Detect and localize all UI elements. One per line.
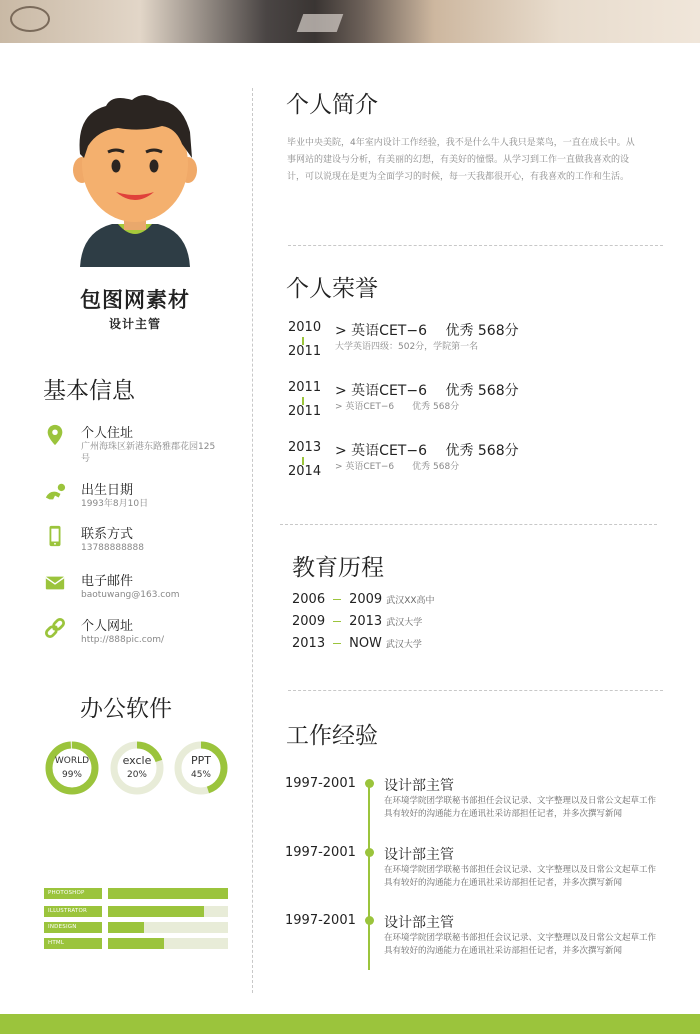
skill-html bbox=[44, 938, 228, 949]
honor-year-start: 2011 bbox=[288, 380, 322, 395]
honor-subtitle: 大学英语四级：502分，学院第一名 bbox=[335, 342, 479, 352]
donut-label: excle bbox=[122, 754, 152, 767]
timeline-dot bbox=[365, 916, 374, 925]
work-description: 在环境学院团学联秘书部担任会议记录、文字整理以及日常公文起草工作具有较好的沟通能力在通讯社采访部担任记者，并多次撰写新闻 bbox=[384, 865, 657, 888]
skill-fill bbox=[108, 922, 144, 933]
honor-year-end: 2014 bbox=[288, 464, 322, 479]
work-description: 在环境学院团学联秘书部担任会议记录、文字整理以及日常公文起草工作具有较好的沟通能力在通讯社采访部担任记者，并多次撰写新闻 bbox=[384, 796, 657, 819]
section-divider bbox=[288, 245, 663, 246]
donut-world bbox=[44, 740, 100, 796]
honor-item bbox=[288, 440, 618, 490]
honor-year-end: 2011 bbox=[288, 404, 322, 419]
skill-fill bbox=[108, 906, 204, 917]
office-heading: 办公软件 bbox=[80, 696, 172, 722]
work-period: 1997-2001 bbox=[285, 776, 356, 791]
edu-school: 武汉大学 bbox=[385, 640, 422, 650]
donut-label: PPT bbox=[191, 754, 211, 767]
edu-school: 武汉大学 bbox=[386, 618, 423, 628]
profile-title: 设计主管 bbox=[108, 317, 161, 331]
mail-icon bbox=[43, 572, 67, 594]
intro-heading: 个人简介 bbox=[286, 92, 378, 118]
honor-subtitle: > 英语CET−6 优秀 568分 bbox=[335, 402, 460, 412]
baby-icon bbox=[43, 481, 67, 503]
info-value: baotuwang@163.com bbox=[81, 590, 180, 600]
work-position: 设计部主管 bbox=[384, 778, 454, 794]
work-item bbox=[285, 913, 665, 973]
timeline-dot bbox=[365, 848, 374, 857]
skill-label: HTML bbox=[44, 938, 102, 949]
info-value: 1993年8月10日 bbox=[81, 499, 149, 509]
info-label: 个人住址 bbox=[81, 426, 134, 441]
edu-dash bbox=[333, 643, 341, 644]
timeline-dot bbox=[365, 779, 374, 788]
column-divider bbox=[252, 88, 253, 993]
skill-track bbox=[108, 888, 228, 899]
info-value: 13788888888 bbox=[81, 543, 144, 553]
paper-shape bbox=[297, 14, 344, 32]
donut-percent: 99% bbox=[61, 770, 82, 780]
honor-title: > 英语CET−6 优秀 568分 bbox=[335, 383, 519, 399]
skill-track bbox=[108, 922, 228, 933]
info-label: 出生日期 bbox=[81, 483, 134, 498]
education-heading: 教育历程 bbox=[292, 555, 384, 581]
donut-percent: 20% bbox=[126, 770, 147, 780]
work-item bbox=[285, 776, 665, 836]
donut-arc bbox=[49, 745, 95, 791]
footer-accent-bar bbox=[0, 1014, 700, 1034]
edu-to: NOW bbox=[349, 636, 382, 651]
info-value: http://888pic.com/ bbox=[81, 635, 165, 645]
honor-year-end: 2011 bbox=[288, 344, 322, 359]
donut-ring bbox=[44, 740, 100, 796]
info-label: 电子邮件 bbox=[81, 574, 134, 589]
skill-label: INDESIGN bbox=[44, 922, 102, 933]
work-heading: 工作经验 bbox=[286, 723, 378, 749]
glasses-shape bbox=[10, 6, 50, 32]
skill-photoshop bbox=[44, 888, 228, 899]
profile-name: 包图网素材 bbox=[80, 288, 190, 312]
education-item bbox=[292, 636, 422, 651]
edu-dash bbox=[333, 599, 341, 600]
edu-from: 2009 bbox=[292, 614, 326, 629]
skill-track bbox=[108, 938, 228, 949]
honor-year-start: 2013 bbox=[288, 440, 322, 455]
basic-info-heading: 基本信息 bbox=[43, 378, 135, 404]
work-period: 1997-2001 bbox=[285, 913, 356, 928]
edu-from: 2006 bbox=[292, 592, 326, 607]
donut-ring bbox=[109, 740, 165, 796]
skill-track bbox=[108, 906, 228, 917]
info-label: 个人网址 bbox=[81, 619, 134, 634]
edu-to: 2009 bbox=[349, 592, 383, 607]
link-icon bbox=[43, 617, 67, 639]
section-divider bbox=[288, 690, 663, 691]
section-divider bbox=[280, 524, 657, 525]
donut-ring bbox=[173, 740, 229, 796]
skill-label: ILLUSTRATOR bbox=[44, 906, 102, 917]
work-position: 设计部主管 bbox=[384, 847, 454, 863]
phone-icon bbox=[43, 525, 67, 547]
skill-fill bbox=[108, 888, 228, 899]
donut-ppt bbox=[173, 740, 229, 796]
edu-to: 2013 bbox=[349, 614, 383, 629]
skill-indesign bbox=[44, 922, 228, 933]
work-position: 设计部主管 bbox=[384, 915, 454, 931]
donut-percent: 45% bbox=[190, 770, 211, 780]
info-label: 联系方式 bbox=[81, 527, 134, 542]
edu-dash bbox=[333, 621, 341, 622]
education-item bbox=[292, 614, 422, 629]
skill-fill bbox=[108, 938, 164, 949]
location-pin-icon bbox=[43, 424, 67, 446]
edu-school: 武汉XX高中 bbox=[386, 596, 435, 606]
intro-text: 毕业中央美院，4年室内设计工作经验，我不是什么牛人我只是菜鸟，一直在成长中。从事网站的建设与分析，有美丽的幻想，有美好的憧憬。从学习到工作一直做我喜欢的设计，可以说现在是更为全面学习的时候，每一天我都很开心，有我喜欢的工作和生活。 bbox=[287, 138, 635, 182]
donut-label: WORLD bbox=[54, 756, 90, 766]
honors-heading: 个人荣誉 bbox=[286, 276, 378, 302]
work-period: 1997-2001 bbox=[285, 845, 356, 860]
education-item bbox=[292, 592, 435, 607]
honor-title: > 英语CET−6 优秀 568分 bbox=[335, 443, 519, 459]
honor-item bbox=[288, 380, 618, 430]
work-description: 在环境学院团学联秘书部担任会议记录、文字整理以及日常公文起草工作具有较好的沟通能力在通讯社采访部担任记者，并多次撰写新闻 bbox=[384, 933, 657, 956]
skill-illustrator bbox=[44, 906, 228, 917]
work-item bbox=[285, 845, 665, 905]
honor-year-start: 2010 bbox=[288, 320, 322, 335]
skill-label: PHOTOSHOP bbox=[44, 888, 102, 899]
header-banner-photo bbox=[0, 0, 700, 43]
info-value: 广州海珠区新港东路雅郡花园125号 bbox=[81, 442, 216, 464]
donut-excle bbox=[109, 740, 165, 796]
honor-subtitle: > 英语CET−6 优秀 568分 bbox=[335, 462, 460, 472]
edu-from: 2013 bbox=[292, 636, 326, 651]
honor-item bbox=[288, 320, 618, 370]
avatar bbox=[72, 92, 198, 267]
honor-title: > 英语CET−6 优秀 568分 bbox=[335, 323, 519, 339]
